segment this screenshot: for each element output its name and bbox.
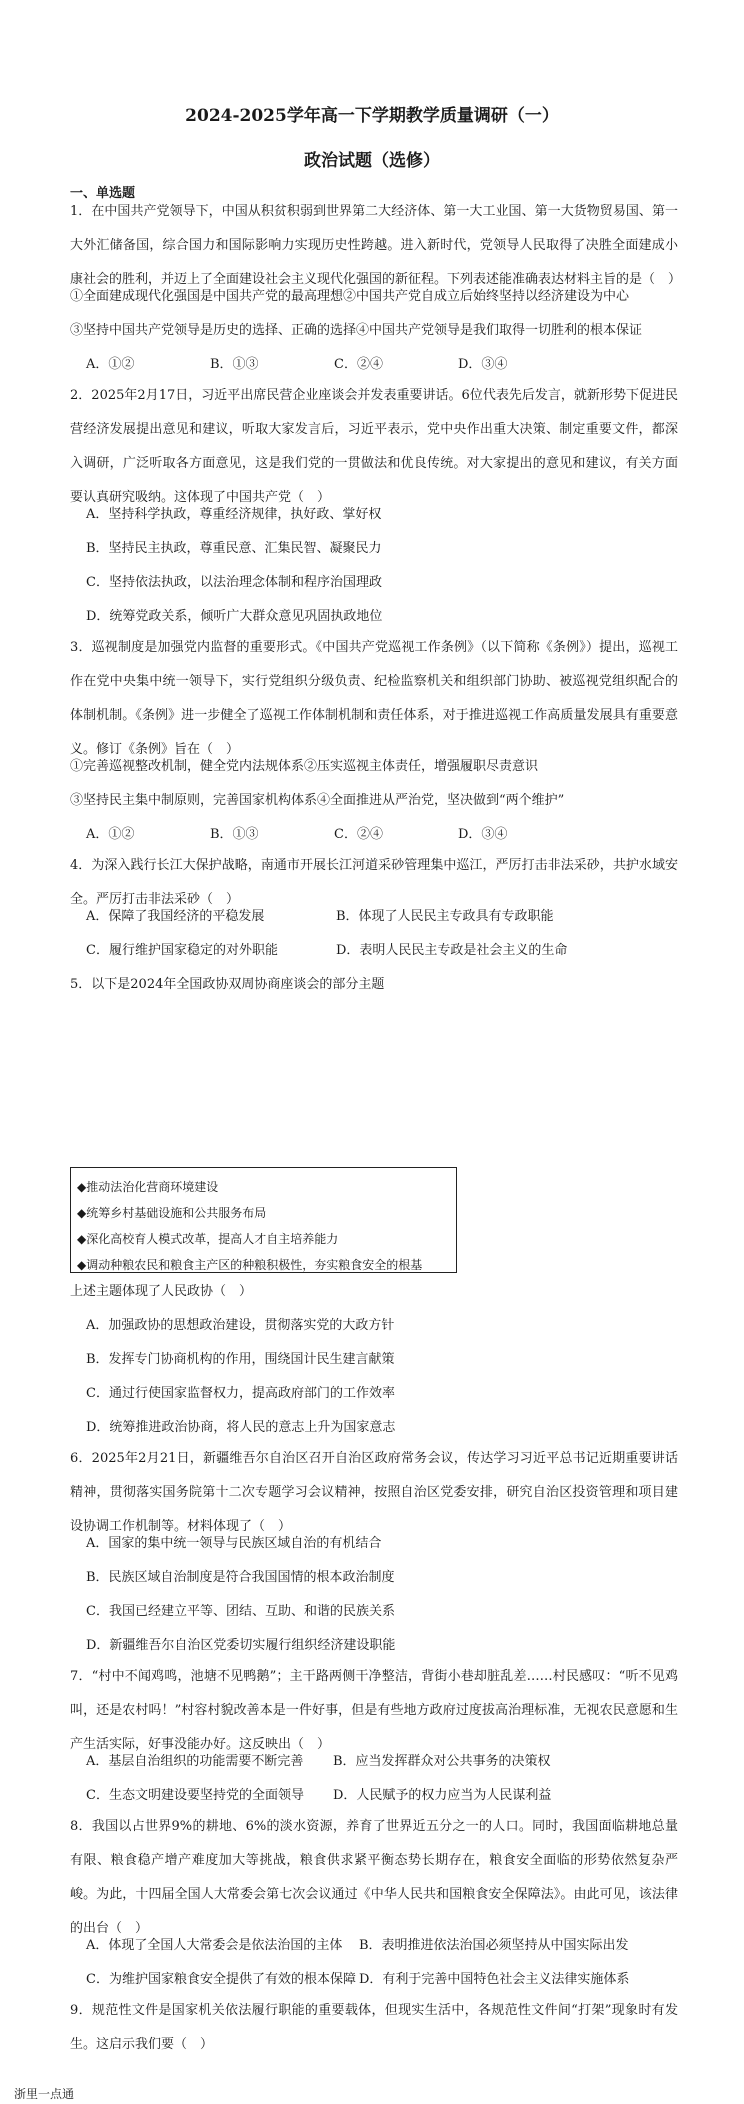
question-3-option-a: A．①②: [86, 827, 135, 842]
question-6-option-c: C．我国已经建立平等、团结、互助、和谐的民族关系: [86, 1604, 395, 1619]
question-1-option-d: D．③④: [458, 357, 508, 372]
question-5-stem: 5．以下是2024年全国政协双周协商座谈会的部分主题: [70, 977, 385, 992]
question-4-option-a: A．保障了我国经济的平稳发展: [86, 909, 265, 924]
topic-item: ◆推动法治化营商环境建设: [77, 1180, 219, 1194]
question-2-option-c: C．坚持依法执政，以法治理念体制和程序治国理政: [86, 575, 382, 590]
section-heading: 一、单选题: [70, 186, 136, 201]
question-3-option-d: D．③④: [458, 827, 508, 842]
question-1-statements-a: ①全面建成现代化强国是中国共产党的最高理想②中国共产党自成立后始终坚持以经济建设为中心: [70, 289, 630, 304]
question-2-option-d: D．统筹党政关系，倾听广大群众意见巩固执政地位: [86, 609, 383, 624]
exam-title: 2024-2025学年高一下学期教学质量调研（一）: [185, 106, 559, 126]
question-3-stem: 3．巡视制度是加强党内监督的重要形式。《中国共产党巡视工作条例》（以下简称《条例》）提出，巡视工作在党中央集中统一领导下，实行党组织分级负责、纪检监察机关和组织部门协助、被巡视党组织配合的体制机制。《条例》进一步健全了巡视工作体制机制和责任体系，对于推进巡视工作高质量发展具有重要意义。修订《条例》旨在（ ）: [70, 640, 678, 757]
footer-watermark: 浙里一点通: [14, 2087, 75, 2101]
question-5-prompt: 上述主题体现了人民政协（ ）: [70, 1284, 253, 1299]
question-7-option-a: A．基层自治组织的功能需要不断完善: [86, 1754, 304, 1769]
question-8-option-b: B．表明推进依法治国必须坚持从中国实际出发: [359, 1938, 629, 1953]
question-1-statements-b: ③坚持中国共产党领导是历史的选择、正确的选择④中国共产党领导是我们取得一切胜利的根本保证: [70, 323, 643, 338]
question-6-option-a: A．国家的集中统一领导与民族区域自治的有机结合: [86, 1536, 382, 1551]
question-6-stem: 6．2025年2月21日，新疆维吾尔自治区召开自治区政府常务会议，传达学习习近平总书记近期重要讲话精神，贯彻落实国务院第十二次专题学习会议精神，按照自治区党委安排，研究自治区投资管理和项目建设协调工作机制等。材料体现了（ ）: [70, 1451, 678, 1534]
question-7-option-c: C．生态文明建设要坚持党的全面领导: [86, 1788, 304, 1803]
question-5-option-b: B．发挥专门协商机构的作用，围绕国计民生建言献策: [86, 1352, 395, 1367]
topic-item: ◆调动种粮农民和粮食主产区的种粮积极性，夯实粮食安全的根基: [77, 1258, 423, 1272]
question-8-option-c: C．为维护国家粮食安全提供了有效的根本保障: [86, 1972, 356, 1987]
question-1-option-b: B．①③: [210, 357, 259, 372]
question-3-option-c: C．②④: [334, 827, 383, 842]
question-3-option-b: B．①③: [210, 827, 259, 842]
question-1-stem: 1．在中国共产党领导下，中国从积贫积弱到世界第二大经济体、第一大工业国、第一大货物贸易国、第一大外汇储备国，综合国力和国际影响力实现历史性跨越。进入新时代，党领导人民取得了决胜全面建成小康社会的胜利，并迈上了全面建设社会主义现代化强国的新征程。下列表述能准确表达材料主旨的是（ ）: [70, 204, 682, 287]
question-2-option-a: A．坚持科学执政，尊重经济规律，执好政、掌好权: [86, 507, 382, 522]
question-7-option-b: B．应当发挥群众对公共事务的决策权: [333, 1754, 551, 1769]
exam-subtitle: 政治试题（选修）: [304, 151, 440, 171]
question-7-option-d: D．人民赋予的权力应当为人民谋利益: [333, 1788, 552, 1803]
question-4-option-c: C．履行维护国家稳定的对外职能: [86, 943, 278, 958]
question-5-topics-box: [70, 1167, 457, 1273]
question-1-option-a: A．①②: [86, 357, 135, 372]
question-4-stem: 4．为深入践行长江大保护战略，南通市开展长江河道采砂管理集中巡江，严厉打击非法采砂，共护水域安全。严厉打击非法采砂（ ）: [70, 858, 678, 907]
question-2-stem: 2．2025年2月17日，习近平出席民营企业座谈会并发表重要讲话。6位代表先后发言，就新形势下促进民营经济发展提出意见和建议，听取大家发言后，习近平表示，党中央作出重大决策、制定重要文件，都深入调研，广泛听取各方面意见，这是我们党的一贯做法和优良传统。对大家提出的意见和建议，有关方面要认真研究吸纳。这体现了中国共产党（ ）: [70, 388, 678, 505]
question-6-option-d: D．新疆维吾尔自治区党委切实履行组织经济建设职能: [86, 1638, 396, 1653]
question-8-stem: 8．我国以占世界9%的耕地、6%的淡水资源，养育了世界近五分之一的人口。同时，我国面临耕地总量有限、粮食稳产增产难度加大等挑战，粮食供求紧平衡态势长期存在，粮食安全面临的形势依然复杂严峻。为此，十四届全国人大常委会第七次会议通过《中华人民共和国粮食安全保障法》。由此可见，该法律的出台（ ）: [70, 1819, 678, 1936]
question-5-option-a: A．加强政协的思想政治建设，贯彻落实党的大政方针: [86, 1318, 395, 1333]
question-5-option-c: C．通过行使国家监督权力，提高政府部门的工作效率: [86, 1386, 395, 1401]
question-9-stem: 9．规范性文件是国家机关依法履行职能的重要载体，但现实生活中，各规范性文件间“打架”现象时有发生。这启示我们要（ ）: [70, 2003, 678, 2052]
question-2-option-b: B．坚持民主执政，尊重民意、汇集民智、凝聚民力: [86, 541, 382, 556]
question-4-option-b: B．体现了人民民主专政具有专政职能: [336, 909, 554, 924]
question-4-option-d: D．表明人民民主专政是社会主义的生命: [336, 943, 568, 958]
question-1-option-c: C．②④: [334, 357, 383, 372]
question-5-option-d: D．统筹推进政治协商，将人民的意志上升为国家意志: [86, 1420, 396, 1435]
question-6-option-b: B．民族区域自治制度是符合我国国情的根本政治制度: [86, 1570, 395, 1585]
question-7-stem: 7．“村中不闻鸡鸣，池塘不见鸭鹅”；主干路两侧干净整洁，背街小巷却脏乱差……村民感叹：“听不见鸡叫，还是农村吗！”村容村貌改善本是一件好事，但是有些地方政府过度拔高治理标准，无视农民意愿和生产生活实际，好事没能办好。这反映出（ ）: [70, 1669, 678, 1752]
topic-item: ◆统筹乡村基础设施和公共服务布局: [77, 1206, 267, 1220]
question-8-option-d: D．有利于完善中国特色社会主义法律实施体系: [359, 1972, 630, 1987]
topic-item: ◆深化高校育人模式改革，提高人才自主培养能力: [77, 1232, 339, 1246]
question-8-option-a: A．体现了全国人大常委会是依法治国的主体: [86, 1938, 343, 1953]
question-3-statements-b: ③坚持民主集中制原则，完善国家机构体系④全面推进从严治党，坚决做到“两个维护”: [70, 793, 565, 808]
question-3-statements-a: ①完善巡视整改机制，健全党内法规体系②压实巡视主体责任，增强履职尽责意识: [70, 759, 539, 774]
